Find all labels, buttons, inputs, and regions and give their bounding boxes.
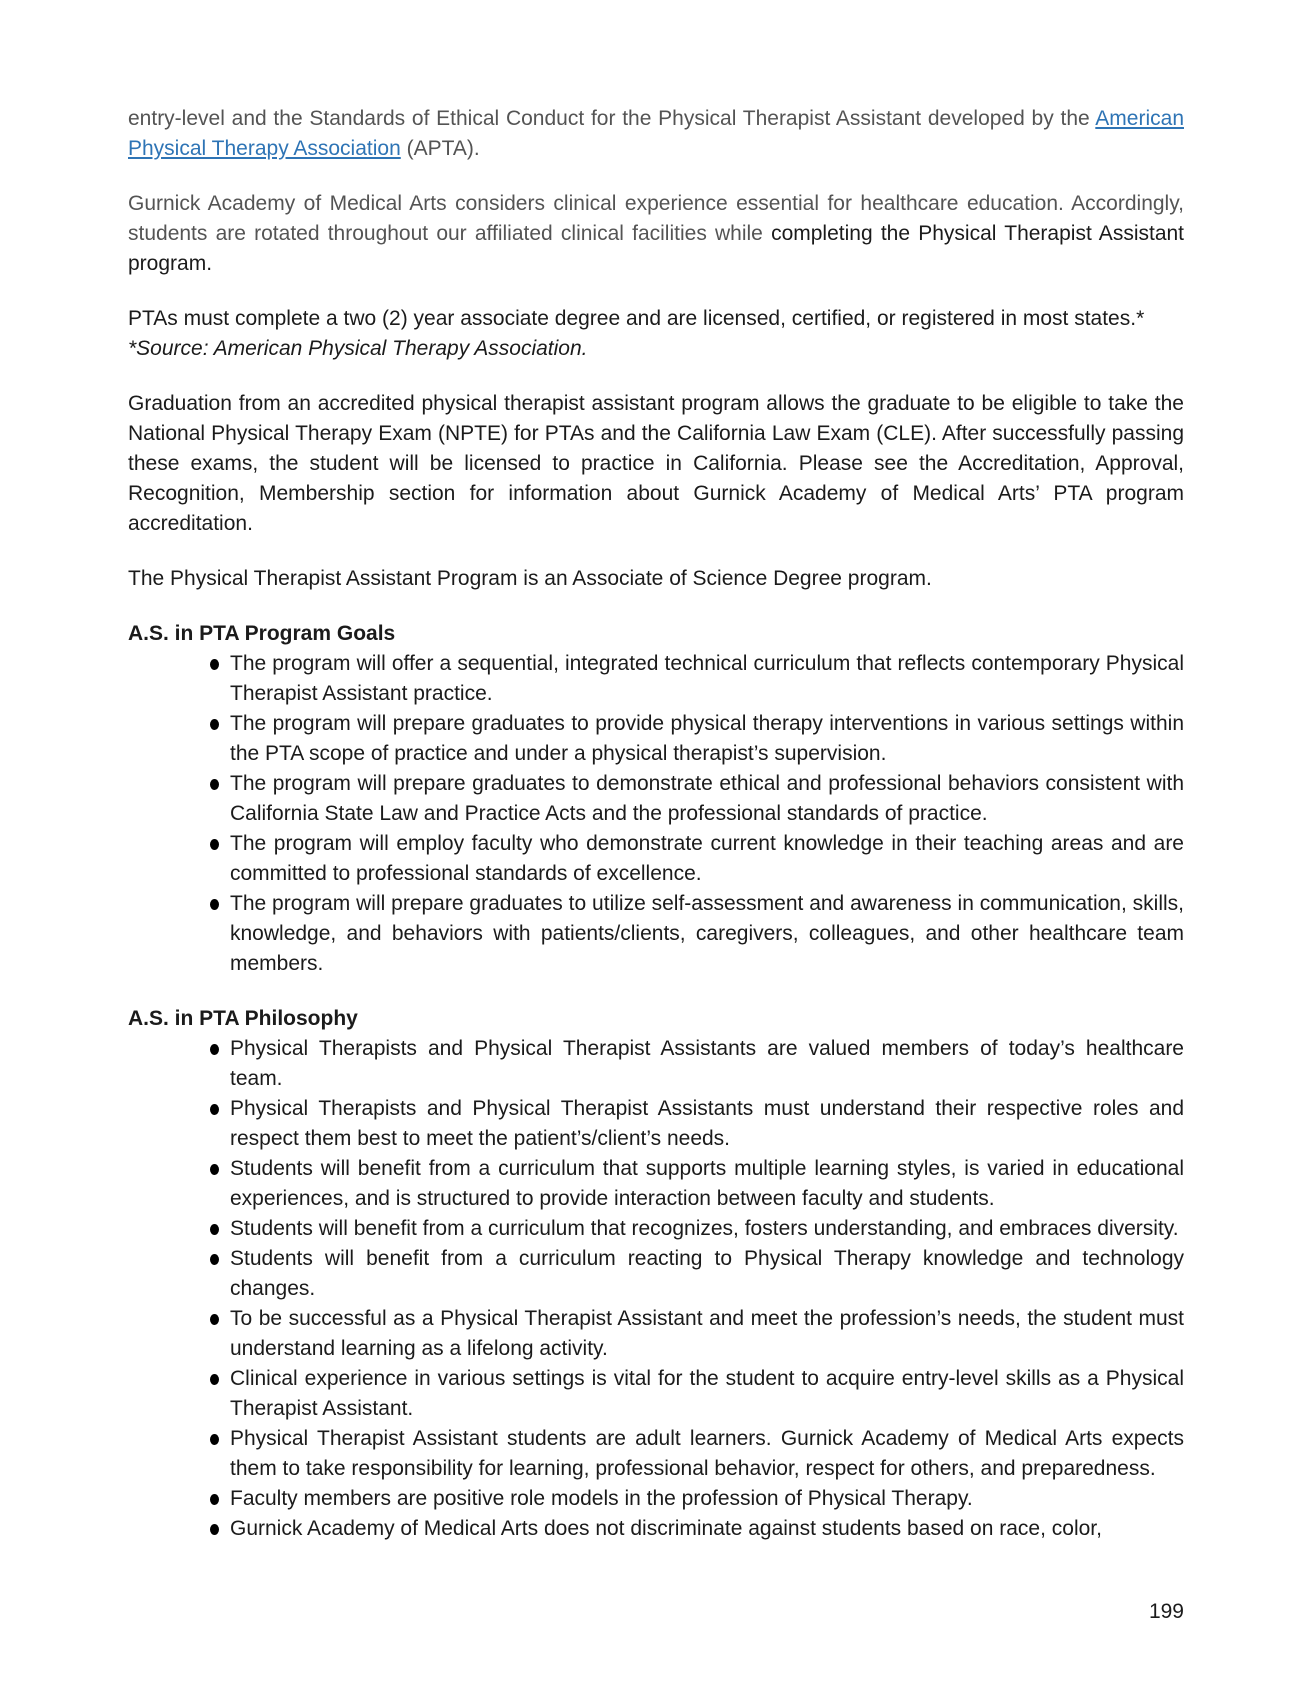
bullet-icon: [210, 1254, 219, 1265]
paragraph-ptas-source-line: *Source: American Physical Therapy Association.: [128, 337, 588, 360]
bullet-icon: [210, 1224, 219, 1235]
paragraph-apta-text-before-link: entry-level and the Standards of Ethical Conduct for the Physical Therapist Assistant developed by the: [128, 107, 1096, 130]
list-item: [128, 1214, 1184, 1244]
paragraph-ptas-line: PTAs must complete a two (2) year associate degree and are licensed, certified, or registered in most states.*: [128, 307, 1145, 330]
list-item: [128, 829, 1184, 889]
list-item-text: Students will benefit from a curriculum reacting to Physical Therapy knowledge and technology changes.: [230, 1247, 1184, 1300]
bullet-icon: [210, 1524, 219, 1535]
list-item-text: Faculty members are positive role models in the profession of Physical Therapy.: [230, 1487, 973, 1510]
list-item-text: Students will benefit from a curriculum that recognizes, fosters understanding, and embraces diversity.: [230, 1217, 1179, 1240]
list-item-text: The program will prepare graduates to utilize self-assessment and awareness in communication, skills, knowledge, and behaviors with patients/clients, caregivers, colleagues, and other healthcare team members.: [230, 892, 1184, 975]
list-item: [128, 1514, 1184, 1544]
list-item: [128, 1484, 1184, 1514]
list-item: [128, 1244, 1184, 1304]
list-item-text: Physical Therapists and Physical Therapist Assistants must understand their respective roles and respect them best to meet the patient’s/client’s needs.: [230, 1097, 1184, 1150]
page-content: [128, 104, 1184, 1544]
philosophy-bullet-list: [128, 1034, 1184, 1544]
paragraph-clinical-gray-run: Gurnick Academy of Medical Arts considers clinical experience essential for healthcare education. Accordingly, students are rotated throughout our affiliated clinical facilities while: [128, 192, 1184, 245]
bullet-icon: [210, 719, 219, 730]
bullet-icon: [210, 1104, 219, 1115]
paragraph-graduation: Graduation from an accredited physical therapist assistant program allows the graduate to be eligible to take the National Physical Therapy Exam (NPTE) for PTAs and the California Law Exam (CLE). After successfully passing these exams, the student will be licensed to practice in California. Please see the Accreditation, Approval, Recognition, Membership section for information about Gurnick Academy of Medical Arts’ PTA program accreditation.: [128, 392, 1184, 535]
bullet-icon: [210, 1314, 219, 1325]
paragraph-degree: The Physical Therapist Assistant Program is an Associate of Science Degree program.: [128, 567, 932, 590]
list-item: [128, 1424, 1184, 1484]
list-item: [128, 1304, 1184, 1364]
list-item: [128, 1034, 1184, 1094]
paragraph-ptas: [128, 304, 1184, 364]
list-item: [128, 1364, 1184, 1424]
list-item-text: Students will benefit from a curriculum that supports multiple learning styles, is varied in educational experiences, and is structured to provide interaction between faculty and students.: [230, 1157, 1184, 1210]
list-item: [128, 649, 1184, 709]
list-item-text: Gurnick Academy of Medical Arts does not discriminate against students based on race, color,: [230, 1517, 1102, 1540]
list-item-text: The program will employ faculty who demonstrate current knowledge in their teaching areas and are committed to professional standards of excellence.: [230, 832, 1184, 885]
list-item: [128, 769, 1184, 829]
bullet-icon: [210, 1374, 219, 1385]
bullet-icon: [210, 1164, 219, 1175]
bullet-icon: [210, 659, 219, 670]
bullet-icon: [210, 1434, 219, 1445]
apta-hyperlink[interactable]: American Physical Therapy Association: [128, 107, 1184, 160]
list-item-text: Clinical experience in various settings is vital for the student to acquire entry-level skills as a Physical Therapist Assistant.: [230, 1367, 1184, 1420]
bullet-icon: [210, 1494, 219, 1505]
list-item-text: Physical Therapist Assistant students are adult learners. Gurnick Academy of Medical Arts expects them to take responsibility for learning, professional behavior, respect for others, and preparedness.: [230, 1427, 1184, 1480]
bullet-icon: [210, 899, 219, 910]
goals-bullet-list: [128, 649, 1184, 979]
bullet-icon: [210, 839, 219, 850]
paragraph-clinical-black-run: completing the Physical Therapist Assistant program.: [128, 222, 1185, 275]
goals-heading: A.S. in PTA Program Goals: [128, 622, 396, 645]
list-item-text: The program will offer a sequential, integrated technical curriculum that reflects contemporary Physical Therapist Assistant practice.: [230, 652, 1184, 705]
list-item-text: To be successful as a Physical Therapist Assistant and meet the profession’s needs, the student must understand learning as a lifelong activity.: [230, 1307, 1184, 1360]
paragraph-apta: [128, 104, 1184, 164]
philosophy-heading: A.S. in PTA Philosophy: [128, 1007, 358, 1030]
list-item-text: Physical Therapists and Physical Therapist Assistants are valued members of today’s healthcare team.: [230, 1037, 1184, 1090]
list-item: [128, 1094, 1184, 1154]
list-item-text: The program will prepare graduates to provide physical therapy interventions in various settings within the PTA scope of practice and under a physical therapist’s supervision.: [230, 712, 1184, 765]
bullet-icon: [210, 1044, 219, 1055]
paragraph-apta-text-after-link: (APTA).: [400, 137, 480, 160]
bullet-icon: [210, 779, 219, 790]
paragraph-clinical: [128, 189, 1184, 279]
list-item: [128, 889, 1184, 979]
list-item: [128, 1154, 1184, 1214]
list-item: [128, 709, 1184, 769]
list-item-text: The program will prepare graduates to demonstrate ethical and professional behaviors consistent with California State Law and Practice Acts and the professional standards of practice.: [230, 772, 1184, 825]
page-number: 199: [1148, 1600, 1184, 1623]
